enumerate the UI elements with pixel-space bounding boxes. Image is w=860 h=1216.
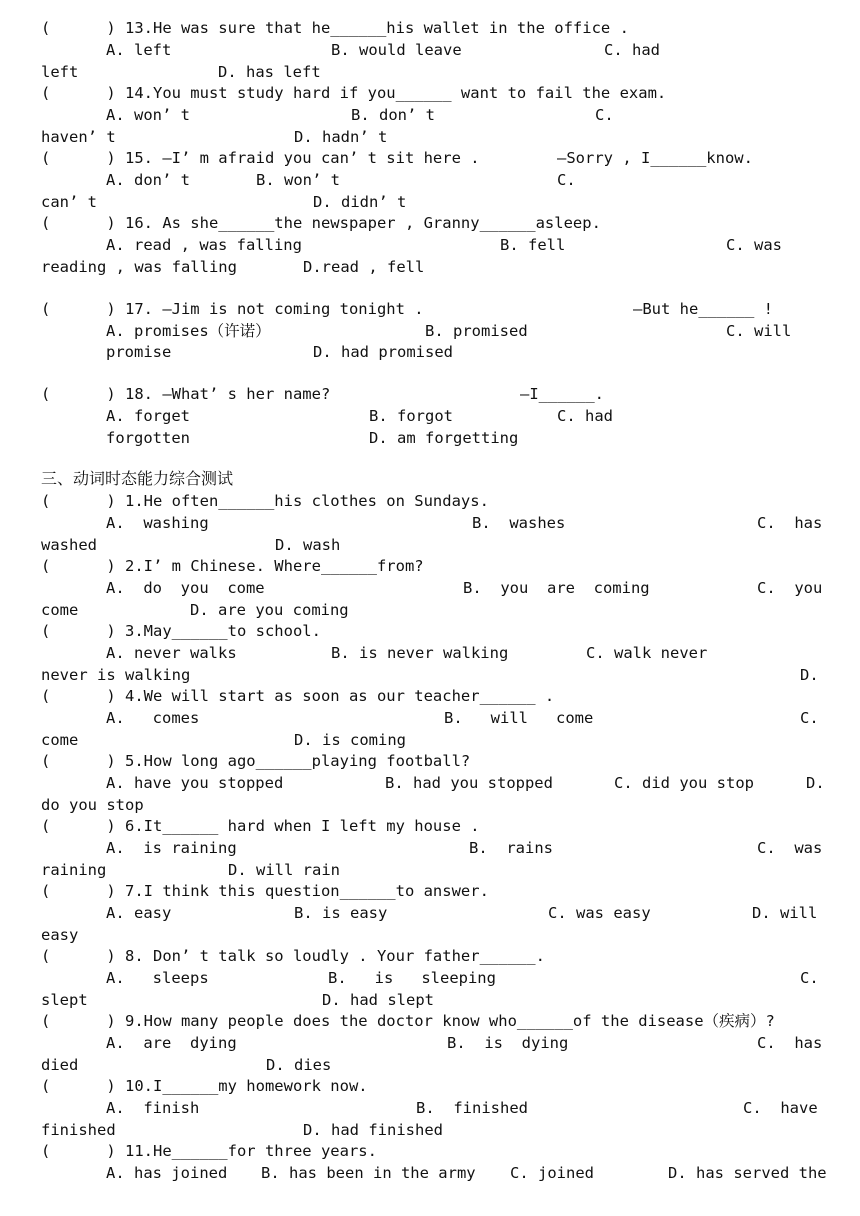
text-segment: B. washes [472, 514, 566, 532]
text-segment: B. is sleeping [328, 969, 496, 987]
text-line [0, 642, 860, 664]
text-segment: C. [595, 106, 614, 124]
section-heading: 三、动词时态能力综合测试 [41, 469, 234, 488]
text-segment: C. did you stop [614, 774, 754, 792]
text-segment: can’ t [41, 193, 97, 211]
text-line [0, 191, 860, 213]
text-segment: —I______. [520, 385, 604, 403]
text-segment: reading , was falling [41, 258, 237, 276]
text-segment: D. had promised [313, 343, 453, 361]
text-segment: D. [806, 774, 825, 792]
text-segment: —But he______ ! [633, 300, 773, 318]
text-segment: B. is easy [294, 904, 388, 922]
text-segment: C. you [757, 579, 823, 597]
text-line [0, 837, 860, 859]
text-segment: promise [106, 343, 172, 361]
text-segment: ( ) 13.He was sure that he______his wallet in the office . [41, 19, 629, 37]
text-line [0, 104, 860, 126]
text-segment: ( ) 18. —What’ s her name? [41, 385, 331, 403]
text-segment: D. had finished [303, 1121, 443, 1139]
text-segment: B. finished [416, 1099, 528, 1117]
text-segment: A. won’ t [106, 106, 190, 124]
text-segment: B. will come [444, 709, 594, 727]
text-segment: C. has [757, 1034, 823, 1052]
text-segment: D.read , fell [303, 258, 425, 276]
text-segment: A. sleeps [106, 969, 209, 987]
text-segment: washed [41, 536, 97, 554]
text-segment: —Sorry , I______know. [557, 149, 753, 167]
text-line [0, 61, 860, 83]
text-segment: ( ) 6.It______ hard when I left my house . [41, 817, 480, 835]
text-line [0, 39, 860, 61]
text-segment: B. forgot [369, 407, 453, 425]
text-segment: C. has [757, 514, 823, 532]
text-segment: A. read , was falling [106, 236, 302, 254]
text-segment: A. easy [106, 904, 172, 922]
text-segment: D. [800, 666, 819, 684]
text-line [0, 685, 860, 707]
text-line [0, 967, 860, 989]
text-line [0, 555, 860, 577]
text-segment: C. had [557, 407, 613, 425]
text-segment: ( ) 16. As she______the newspaper , Granny______asleep. [41, 214, 601, 232]
text-segment: D. is coming [294, 731, 406, 749]
text-segment: C. [800, 709, 819, 727]
text-segment: ( ) 11.He______for three years. [41, 1142, 377, 1160]
text-segment: ( ) 9.How many people does the doctor know who______of the disease（疾病）? [41, 1012, 775, 1030]
text-line [0, 1097, 860, 1119]
text-line [0, 17, 860, 39]
text-line [0, 1075, 860, 1097]
text-line [0, 298, 860, 320]
text-line [0, 1010, 860, 1032]
text-segment: A. forget [106, 407, 190, 425]
text-line [0, 534, 860, 556]
text-segment: C. walk never [586, 644, 708, 662]
text-segment: A. finish [106, 1099, 200, 1117]
text-line [0, 512, 860, 534]
text-segment: come [41, 731, 79, 749]
text-segment: never is walking [41, 666, 191, 684]
text-line [0, 490, 860, 512]
text-segment: C. will [726, 322, 792, 340]
text-line [0, 707, 860, 729]
text-segment: haven’ t [41, 128, 116, 146]
text-segment: ( ) 7.I think this question______to answer. [41, 882, 489, 900]
text-line [0, 1119, 860, 1141]
text-line [0, 750, 860, 772]
text-segment: D. has served the [668, 1164, 827, 1182]
text-segment: easy [41, 926, 79, 944]
text-segment: A. has joined [106, 1164, 228, 1182]
text-segment: A. don’ t [106, 171, 190, 189]
text-segment: died [41, 1056, 79, 1074]
text-segment: A. do you come [106, 579, 265, 597]
text-segment: ( ) 10.I______my homework now. [41, 1077, 368, 1095]
text-segment: do you stop [41, 796, 144, 814]
text-segment: C. had [604, 41, 660, 59]
text-segment: A. are dying [106, 1034, 237, 1052]
text-segment: D. has left [218, 63, 321, 81]
text-segment: ( ) 5.How long ago______playing football? [41, 752, 471, 770]
text-line [0, 126, 860, 148]
text-line [0, 147, 860, 169]
text-segment: C. was easy [548, 904, 651, 922]
text-line [0, 599, 860, 621]
text-segment: B. is dying [447, 1034, 569, 1052]
text-line [0, 729, 860, 751]
text-line [0, 341, 860, 363]
text-line [0, 405, 860, 427]
text-segment: A. washing [106, 514, 209, 532]
text-line [0, 320, 860, 342]
text-segment: ( ) 3.May______to school. [41, 622, 321, 640]
text-segment: A. is raining [106, 839, 237, 857]
text-segment: C. was [726, 236, 782, 254]
text-segment: A. never walks [106, 644, 237, 662]
text-segment: D. wash [275, 536, 341, 554]
text-line [0, 902, 860, 924]
text-segment: B. don’ t [351, 106, 435, 124]
text-segment: D. will rain [228, 861, 340, 879]
text-segment: ( ) 2.I’ m Chinese. Where______from? [41, 557, 424, 575]
text-line [0, 1032, 860, 1054]
text-segment: B. is never walking [331, 644, 509, 662]
text-line [0, 256, 860, 278]
text-segment: B. has been in the army [261, 1164, 476, 1182]
text-segment: D. am forgetting [369, 429, 519, 447]
text-segment: A. left [106, 41, 172, 59]
text-segment: C. have [743, 1099, 818, 1117]
text-segment: D. dies [266, 1056, 332, 1074]
text-segment: finished [41, 1121, 116, 1139]
text-segment: C. was [757, 839, 823, 857]
text-segment: left [41, 63, 79, 81]
text-segment: D. will [752, 904, 818, 922]
text-line [0, 664, 860, 686]
text-segment: A. have you stopped [106, 774, 284, 792]
text-line [0, 383, 860, 405]
text-line [0, 772, 860, 794]
text-segment: come [41, 601, 79, 619]
text-segment: D. didn’ t [313, 193, 407, 211]
text-line [0, 1162, 860, 1184]
text-segment: ( ) 17. —Jim is not coming tonight . [41, 300, 424, 318]
text-segment: ( ) 8. Don’ t talk so loudly . Your father______. [41, 947, 545, 965]
text-line [0, 989, 860, 1011]
text-segment: D. had slept [322, 991, 434, 1009]
text-line [0, 924, 860, 946]
text-line [0, 815, 860, 837]
text-segment: C. [800, 969, 819, 987]
text-line [0, 577, 860, 599]
text-line [0, 620, 860, 642]
text-segment: raining [41, 861, 107, 879]
text-line [0, 169, 860, 191]
text-line [0, 880, 860, 902]
text-segment: forgotten [106, 429, 190, 447]
text-segment: B. promised [425, 322, 528, 340]
text-segment: B. would leave [331, 41, 462, 59]
text-segment: B. had you stopped [385, 774, 553, 792]
text-segment: B. won’ t [256, 171, 340, 189]
text-segment: B. you are coming [463, 579, 650, 597]
text-segment: B. fell [500, 236, 566, 254]
text-segment: ( ) 1.He often______his clothes on Sundays. [41, 492, 489, 510]
text-segment: slept [41, 991, 88, 1009]
text-segment: C. joined [510, 1164, 594, 1182]
text-line [0, 234, 860, 256]
text-segment: B. rains [469, 839, 553, 857]
text-line [0, 82, 860, 104]
text-segment: D. are you coming [190, 601, 349, 619]
text-line [0, 212, 860, 234]
text-segment: C. [557, 171, 576, 189]
text-segment: A. comes [106, 709, 200, 727]
text-line [0, 427, 860, 449]
text-segment: ( ) 4.We will start as soon as our teacher______ . [41, 687, 555, 705]
text-segment: A. promises（许诺） [106, 322, 271, 340]
text-line [0, 794, 860, 816]
text-line [0, 1140, 860, 1162]
text-line [0, 945, 860, 967]
text-line [0, 1054, 860, 1076]
text-segment: D. hadn’ t [294, 128, 388, 146]
text-segment: ( ) 15. —I’ m afraid you can’ t sit here . [41, 149, 480, 167]
text-segment: ( ) 14.You must study hard if you______ want to fail the exam. [41, 84, 667, 102]
text-line [0, 859, 860, 881]
